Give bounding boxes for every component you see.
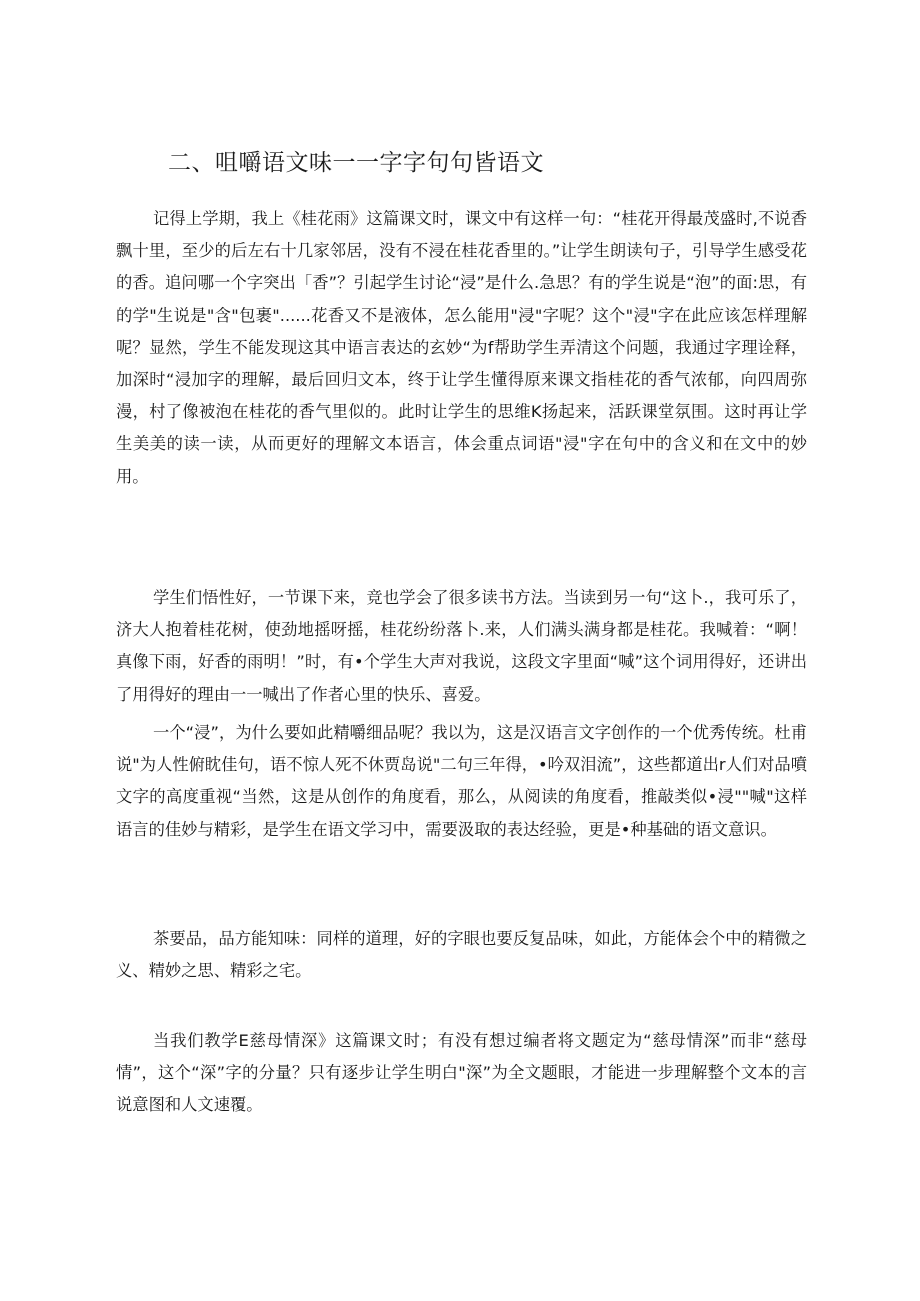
paragraph-1: 记得上学期，我上《桂花雨》这篇课文时，课文中有这样一句：“桂花开得最茂盛时,不说香飘十里，至少的后左右十几家邻居，没有不浸在桂花香里的。”让学生朗读句子，引导学生感受花的香。追问哪一个字突出「香”？引起学生讨论“浸”是什么.急思？有的学生说是“泡”的面:思，有的学"生说是"含"包裹"......花香又不是液体，怎么能用"浸"字呢？这个"浸"字在此应该怎样理解呢？显然，学生不能发现这其中语言表达的玄妙“为f帮助学生弄清这个问题，我通过字理诠释，加深时“浸加字的理解，最后回归文本，终于让学生懂得原来课文指桂花的香气浓郁，向四周弥漫，村了像被泡在桂花的香气里似的。此时让学生的思维K扬起来，活跃课堂氛围。这时再让学生美美的读一读，从而更好的理解文本语言，体会重点词语"浸"字在句中的含义和在文中的妙用。: [116, 209, 807, 486]
paragraph-3: 一个“浸”，为什么要如此精嚼细品呢？我以为，这是汉语言文字创作的一个优秀传统。杜甫说"为人性俯眈佳句，语不惊人死不休贾岛说"二句三年得，•吟双泪流”，这些都道出r人们对品噴文字的高度重视“当然，这是从创作的角度看，那么，从阅读的角度看，推敲类似•浸""喊"这样语言的佳妙与精彩，是学生在语文学习中，需要汲取的表达经验，更是•种基础的语文意识。: [116, 723, 807, 839]
paragraph-4: 茶要品，品方能知味：同样的道理，好的字眼也要反复品味，如此，方能体会个中的精微之义、精妙之思、精彩之宅。: [116, 929, 807, 981]
paragraph-5: 当我们教学E慈母情深》这篇课文时；有没有想过编者将文题定为“慈母情深”而非“慈母情”，这个“深”字的分量？只有逐步让学生明白"深”为全文题眼，才能进一步理解整个文本的言说意图和人文速覆。: [116, 1031, 807, 1115]
paragraph-2: 学生们悟性好，一节课下来，竞也学会了很多读书方法。当读到另一句“这卜.，我可乐了，济大人抱着桂花树，使劲地摇呀摇，桂花纷纷落卜.来，人们满头满身都是桂花。我喊着：“啊！真像下雨，好香的雨明！”时，有•个学生大声对我说，这段文字里面“喊”这个词用得好，还讲出了用得好的理由一一喊出了作者心里的快乐、喜爱。: [116, 588, 807, 704]
section-heading: 二、咀嚼语文味一一字字句句皆语文: [168, 150, 544, 176]
